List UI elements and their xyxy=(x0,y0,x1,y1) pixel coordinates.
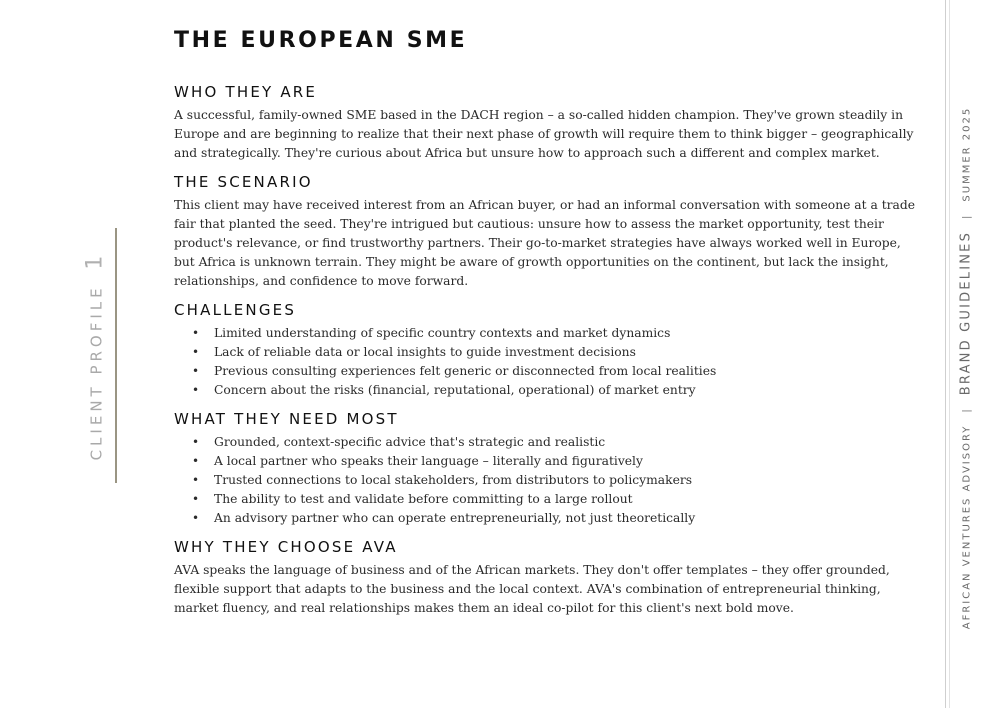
list-item: • Lack of reliable data or local insights to guide investment decisions xyxy=(174,343,924,362)
list-item: • Concern about the risks (financial, reputational, operational) of market entry xyxy=(174,381,924,400)
header-separator: | xyxy=(961,407,973,413)
section-why-ava xyxy=(174,538,924,618)
list-item: • An advisory partner who can operate entrepreneurially, not just theoretically xyxy=(174,509,924,528)
bullet-icon: • xyxy=(192,511,200,525)
section-title: CHALLENGES xyxy=(174,301,297,319)
org-name: AFRICAN VENTURES ADVISORY xyxy=(961,424,973,630)
bullet-icon: • xyxy=(192,492,200,506)
bullet-icon: • xyxy=(192,454,200,468)
right-margin-rule xyxy=(945,0,946,708)
side-label-text: CLIENT PROFILE xyxy=(87,284,106,461)
section-body: This client may have received interest from an African buyer, or had an informal conversation with someone at a trade fair that planted the seed. They're intrigued but cautious: unsure how to assess the market opportunity, test their product's relevance, or find trustworthy partners. Their go-to-market strategies have always worked well in Europe, but Africa is unknown terrain. They might be aware of growth opportunities on the continent, but lack the insight, relationships, and confidence to move forward. xyxy=(174,198,916,288)
section-scenario xyxy=(174,173,924,291)
section-needs xyxy=(174,410,924,528)
main-content xyxy=(174,28,924,628)
list-item: • A local partner who speaks their language – literally and figuratively xyxy=(174,452,924,471)
right-margin-rule-inner xyxy=(949,0,950,708)
side-label-rule xyxy=(115,228,117,483)
section-title: THE SCENARIO xyxy=(174,173,313,191)
edition-label: SUMMER 2025 xyxy=(961,106,973,202)
bullet-icon: • xyxy=(192,435,200,449)
bullet-icon: • xyxy=(192,473,200,487)
needs-list xyxy=(174,433,924,528)
section-who-they-are xyxy=(174,83,924,163)
list-item: • Limited understanding of specific country contexts and market dynamics xyxy=(174,324,924,343)
header-separator: | xyxy=(961,213,973,219)
bullet-icon: • xyxy=(192,326,200,340)
page-title: THE EUROPEAN SME xyxy=(174,28,468,53)
bullet-icon: • xyxy=(192,383,200,397)
running-header-vertical xyxy=(959,107,974,630)
side-label-number: 1 xyxy=(82,251,108,270)
section-title: WHAT THEY NEED MOST xyxy=(174,410,399,428)
section-title: WHO THEY ARE xyxy=(174,83,318,101)
section-title: WHY THEY CHOOSE AVA xyxy=(174,538,398,556)
list-item: • Grounded, context-specific advice that's strategic and realistic xyxy=(174,433,924,452)
section-side-label xyxy=(83,252,108,461)
challenges-list xyxy=(174,324,924,400)
bullet-icon: • xyxy=(192,364,200,378)
bullet-icon: • xyxy=(192,345,200,359)
list-item: • The ability to test and validate before committing to a large rollout xyxy=(174,490,924,509)
list-item: • Trusted connections to local stakeholders, from distributors to policymakers xyxy=(174,471,924,490)
document-name: BRAND GUIDELINES xyxy=(958,230,974,396)
section-challenges xyxy=(174,301,924,400)
section-body: A successful, family-owned SME based in the DACH region – a so-called hidden champion. They've grown steadily in Europe and are beginning to realize that their next phase of growth will require them to think bigger – geographically and strategically. They're curious about Africa but unsure how to approach such a different and complex market. xyxy=(174,108,914,160)
list-item: • Previous consulting experiences felt generic or disconnected from local realities xyxy=(174,362,924,381)
section-body: AVA speaks the language of business and of the African markets. They don't offer templates – they offer grounded, flexible support that adapts to the business and the local context. AVA's combination of entrepreneurial thinking, market fluency, and real relationships makes them an ideal co-pilot for this client's next bold move. xyxy=(174,563,890,615)
